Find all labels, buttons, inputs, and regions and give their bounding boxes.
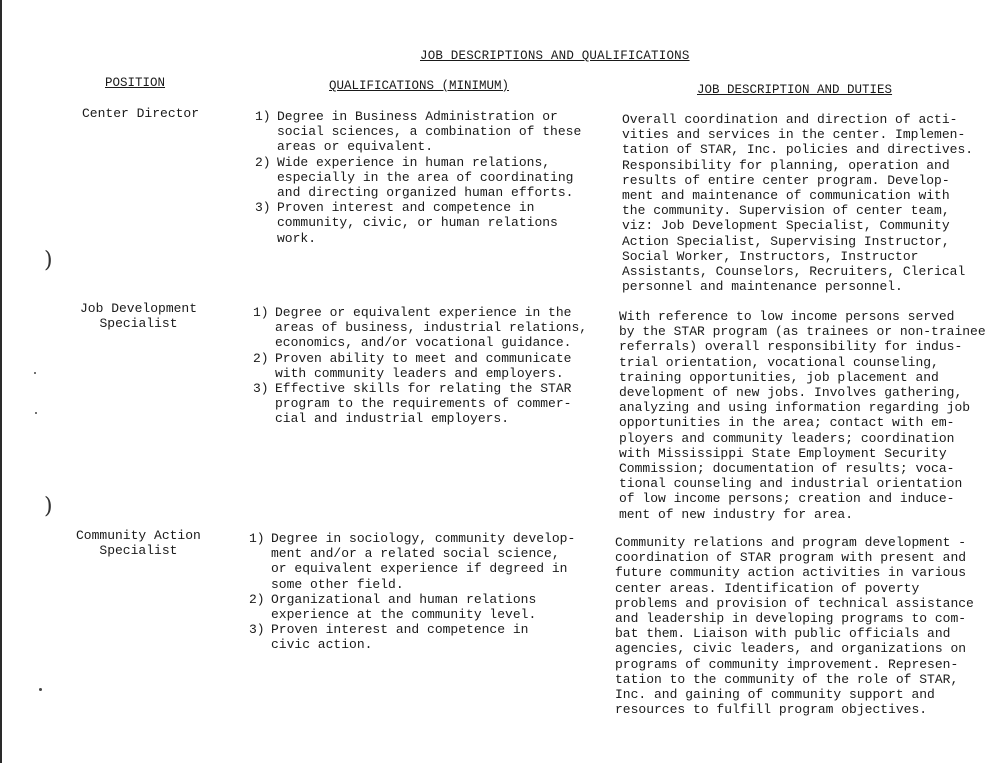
qualification-item [255,200,581,246]
qualification-item [249,622,575,652]
qualification-item [253,305,587,351]
position-title-line: Specialist [99,543,178,558]
position-title-line: Job Development [80,301,198,316]
column-header-qualifications: QUALIFICATIONS (MINIMUM) [329,79,510,93]
qualifications-list [255,109,581,246]
item-number: 3) [249,622,265,638]
qualifications-list [249,531,575,653]
item-number: 1) [249,531,265,546]
qualification-item [255,109,581,155]
item-text: Effective skills for relating the STAR program to the requirements of commer- cial and industrial employers. [275,381,572,427]
item-number: 3) [255,200,271,216]
item-number: 1) [253,305,269,320]
position-title [82,106,199,121]
item-text: Organizational and human relations experience at the community level. [271,591,537,623]
page-edge-line [0,0,2,763]
item-number: 2) [255,154,271,170]
margin-mark: ) [44,494,53,519]
position-title-line: Specialist [99,316,178,331]
document-title: JOB DESCRIPTIONS AND QUALIFICATIONS [420,49,690,63]
column-header-position: POSITION [105,76,166,90]
speck [34,372,36,374]
margin-mark: ) [44,248,53,273]
item-text: Degree in sociology, community develop- ment and/or a related social science, or equivalent experience if degreed in some other field. [271,531,576,592]
item-number: 2) [253,350,269,366]
job-duties-text: Community relations and program development - coordination of STAR program with present and future community action activities in various center areas. Identification of poverty problems and provision of technical assistance and leadership in developing programs to com- bat them. Liaison with public officials and agencies, civic leaders, and organizations on programs of community improvement. Represen- tation to the community of the role of STAR, Inc. and gaining of community support and resources to fulfill program objectives. [615,535,974,718]
item-number: 2) [249,591,265,607]
item-text: Proven ability to meet and communicate with community leaders and employers. [275,350,572,381]
position-title [76,528,201,558]
item-number: 3) [253,381,269,397]
item-text: Wide experience in human relations, especially in the area of coordinating and directing organized human efforts. [277,154,574,201]
item-text: Proven interest and competence in civic action. [271,622,529,653]
qualification-item [255,155,581,201]
column-header-duties: JOB DESCRIPTION AND DUTIES [697,83,893,97]
item-text: Degree or equivalent experience in the areas of business, industrial relations, economics, and/or vocational guidance. [275,305,588,351]
item-number: 1) [255,109,271,124]
qualification-item [253,381,587,427]
item-text: Proven interest and competence in community, civic, or human relations work. [277,200,558,246]
job-duties-text: With reference to low income persons served by the STAR program (as trainees or non-trainee referrals) overall responsibility for indus- trial orientation, vocational counseling, training opportunities, job placement and development of new jobs. Involves gathering, analyzing and using information regarding job opportunities in the area; contact with em- ployers and community leaders; coordination with Mississippi State Employment Security Commission; documentation of results; voca- tional counseling and industrial orientation of low income persons; creation and induce- ment of new industry for area. [619,309,986,522]
qualification-item [253,351,587,381]
speck [39,688,42,691]
position-title-line: Community Action [76,528,201,543]
qualifications-list [253,305,587,427]
job-duties-text: Overall coordination and direction of acti- vities and services in the center. Implemen- tation of STAR, Inc. policies and directives. Responsibility for planning, operation and results of entire center program. Develop- ment and maintenance of communication with the community. Supervision of center team, viz: Job Development Specialist, Community Action Specialist, Supervising Instructor, Social Worker, Instructors, Instructor Assistants, Counselors, Recruiters, Clerical personnel and maintenance personnel. [622,112,974,295]
item-text: Degree in Business Administration or social sciences, a combination of these areas or equivalent. [277,109,582,155]
qualification-item [249,592,575,622]
position-title-line: Center Director [82,106,200,121]
qualification-item [249,531,575,592]
speck [35,412,37,414]
position-title [80,301,197,331]
